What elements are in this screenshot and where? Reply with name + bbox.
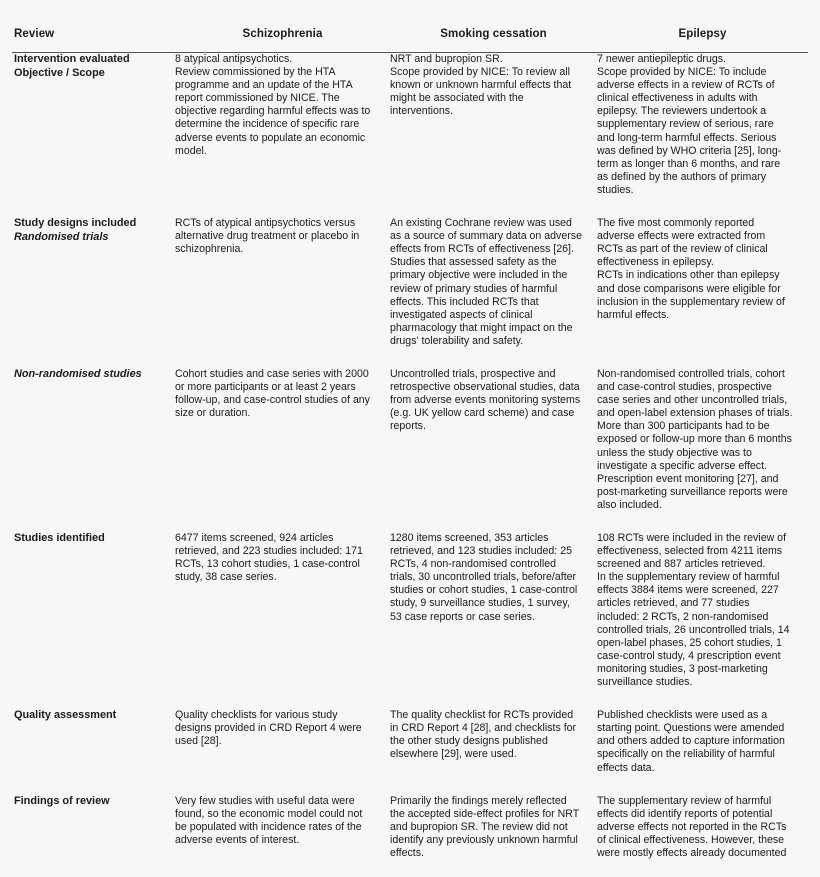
row-label [12, 709, 175, 794]
row-label [12, 217, 175, 368]
cell-schizophrenia [175, 53, 390, 217]
table-header [12, 28, 808, 53]
cell-paragraph: In the supplementary review of harmful effects 3884 items were screened, 227 articles retrieved, and 77 studies included: 2 RCTs, 2 non-randomised controlled trials, 26 uncontrolled trials, 14 open-label phases, 25 cohort studies, 1 case-control study, 4 prescription event monitoring studies, 3 post-marketing surveillance studies. [597, 571, 790, 689]
cell-paragraph: Review commissioned by the HTA programme and an update of the HTA report commissioned by NICE. The objective regarding harmful effects was to determine the incidence of specific rare adverse events to populate an economic model. [175, 66, 371, 157]
column-header-schizophrenia: Schizophrenia [242, 28, 323, 40]
cell-smoking-cessation [390, 795, 597, 866]
cell-paragraph: Studies that assessed safety as the primary objective were included in the review of primary studies of harmful effects. This included RCTs that investigated aspects of clinical pharmacology that might impact on the drugs' tolerability and safety. [390, 256, 573, 347]
row-label [12, 795, 175, 866]
cell-smoking-cessation [390, 709, 597, 794]
cell-paragraph: Cohort studies and case series with 2000 or more participants or at least 2 years follow-up, and case-control studies of any size or duration. [175, 367, 370, 420]
cell-paragraph: 8 atypical antipsychotics. [175, 53, 293, 65]
cell-paragraph: 7 newer antiepileptic drugs. [597, 53, 726, 65]
table-row [12, 795, 808, 866]
row-label-sub: Randomised trials [14, 230, 109, 243]
row-label-sub: Objective / Scope [14, 66, 105, 79]
row-label-main: Study designs included [14, 217, 137, 230]
cell-smoking-cessation [390, 217, 597, 368]
table-body [12, 53, 808, 866]
cell-paragraph: 6477 items screened, 924 articles retrieved, and 223 studies included: 171 RCTs, 13 cohort studies, 1 case-control study, 38 case series. [175, 532, 363, 584]
row-label [12, 532, 175, 709]
cell-smoking-cessation [390, 368, 597, 532]
header-row [12, 28, 808, 52]
column-header-review: Review [14, 28, 55, 40]
cell-paragraph: Very few studies with useful data were found, so the economic model could not be populated with incidence rates of the adverse events of interest. [175, 794, 363, 846]
cell-paragraph: Scope provided by NICE: To include adverse effects in a review of RCTs of clinical effectiveness in adults with epilepsy. The reviewers undertook a supplementary review of serious, rare and long-term harmful effects. Serious was defined by WHO criteria [25], long-term as longer than 6 months, and rare as defined by the authors of primary studies. [597, 66, 782, 196]
cell-paragraph: 1280 items screened, 353 articles retrieved, and 123 studies included: 25 RCTs, 4 non-randomised controlled trials, 30 uncontrolled trials, before/after studies or cohort studies, 1 case-control study, 9 surveillance studies, 1 survey, 53 case reports or case series. [390, 532, 578, 623]
cell-epilepsy [597, 795, 808, 866]
cell-paragraph: Quality checklists for various study designs provided in CRD Report 4 were used [28]. [175, 709, 362, 748]
row-label-main: Findings of review [14, 794, 110, 807]
cell-epilepsy [597, 368, 808, 532]
table-row [12, 53, 808, 217]
cell-paragraph: Primarily the findings merely reflected the accepted side-effect profiles for NRT and bupropion SR. The review did not identify any previously unknown harmful effects. [390, 794, 580, 859]
cell-paragraph: The quality checklist for RCTs provided in CRD Report 4 [28], and checklists for the other study designs published elsewhere [29], were used. [390, 709, 577, 761]
column-header-epilepsy: Epilepsy [678, 28, 727, 40]
cell-smoking-cessation [390, 532, 597, 709]
cell-paragraph: RCTs in indications other than epilepsy and dose comparisons were eligible for inclusion in the supplementary review of harmful effects. [597, 269, 785, 321]
cell-schizophrenia [175, 368, 390, 532]
cell-schizophrenia [175, 532, 390, 709]
row-label [12, 53, 175, 217]
cell-epilepsy [597, 532, 808, 709]
row-label-main: Studies identified [14, 532, 105, 544]
row-label-sub: Non-randomised studies [14, 367, 142, 380]
cell-paragraph: Scope provided by NICE: To review all known or unknown harmful effects that might be associated with the interventions. [390, 66, 572, 118]
row-label-main: Intervention evaluated [14, 53, 130, 65]
cell-schizophrenia [175, 795, 390, 866]
row-label [12, 368, 175, 532]
table-page [0, 28, 820, 877]
cell-paragraph: RCTs of atypical antipsychotics versus alternative drug treatment or placebo in schizophrenia. [175, 217, 360, 256]
table-row [12, 532, 808, 709]
cell-paragraph: Non-randomised controlled trials, cohort and case-control studies, prospective case series and other uncontrolled trials, and open-label extension phases of trials. More than 300 participants had to be exposed or follow-up more than 6 months unless the study objective was to investigate a specific adverse effect. Prescription event monitoring [27], and post-marketing surveillance reports were also included. [597, 367, 793, 511]
cell-schizophrenia [175, 709, 390, 794]
cell-schizophrenia [175, 217, 390, 368]
cell-smoking-cessation [390, 53, 597, 217]
cell-paragraph: Uncontrolled trials, prospective and retrospective observational studies, data from adverse events monitoring systems (e.g. UK yellow card scheme) and case reports. [390, 367, 581, 433]
cell-paragraph: An existing Cochrane review was used as a source of summary data on adverse effects from RCTs of effectiveness [26]. [390, 217, 582, 256]
cell-paragraph: The five most commonly reported adverse effects were extracted from RCTs as part of the review of clinical effectiveness in epilepsy. [597, 217, 768, 269]
table-row [12, 709, 808, 794]
table-row [12, 368, 808, 532]
cell-paragraph: 108 RCTs were included in the review of effectiveness, selected from 4211 items screened and 887 articles retrieved. [597, 532, 787, 571]
cell-paragraph: The supplementary review of harmful effects did identify reports of potential adverse effects not reported in the RCTs of clinical effectiveness. However, these were mostly effects already documented [597, 794, 787, 859]
cell-epilepsy [597, 53, 808, 217]
cell-paragraph: NRT and bupropion SR. [390, 53, 503, 65]
row-label-main: Quality assessment [14, 709, 117, 722]
column-header-smoking-cessation: Smoking cessation [440, 28, 547, 40]
cell-epilepsy [597, 709, 808, 794]
cell-epilepsy [597, 217, 808, 368]
cell-paragraph: Published checklists were used as a starting point. Questions were amended and others added to capture information specifically on the reliability of harmful effects data. [597, 709, 785, 774]
table-row [12, 217, 808, 368]
review-comparison-table [12, 28, 808, 866]
